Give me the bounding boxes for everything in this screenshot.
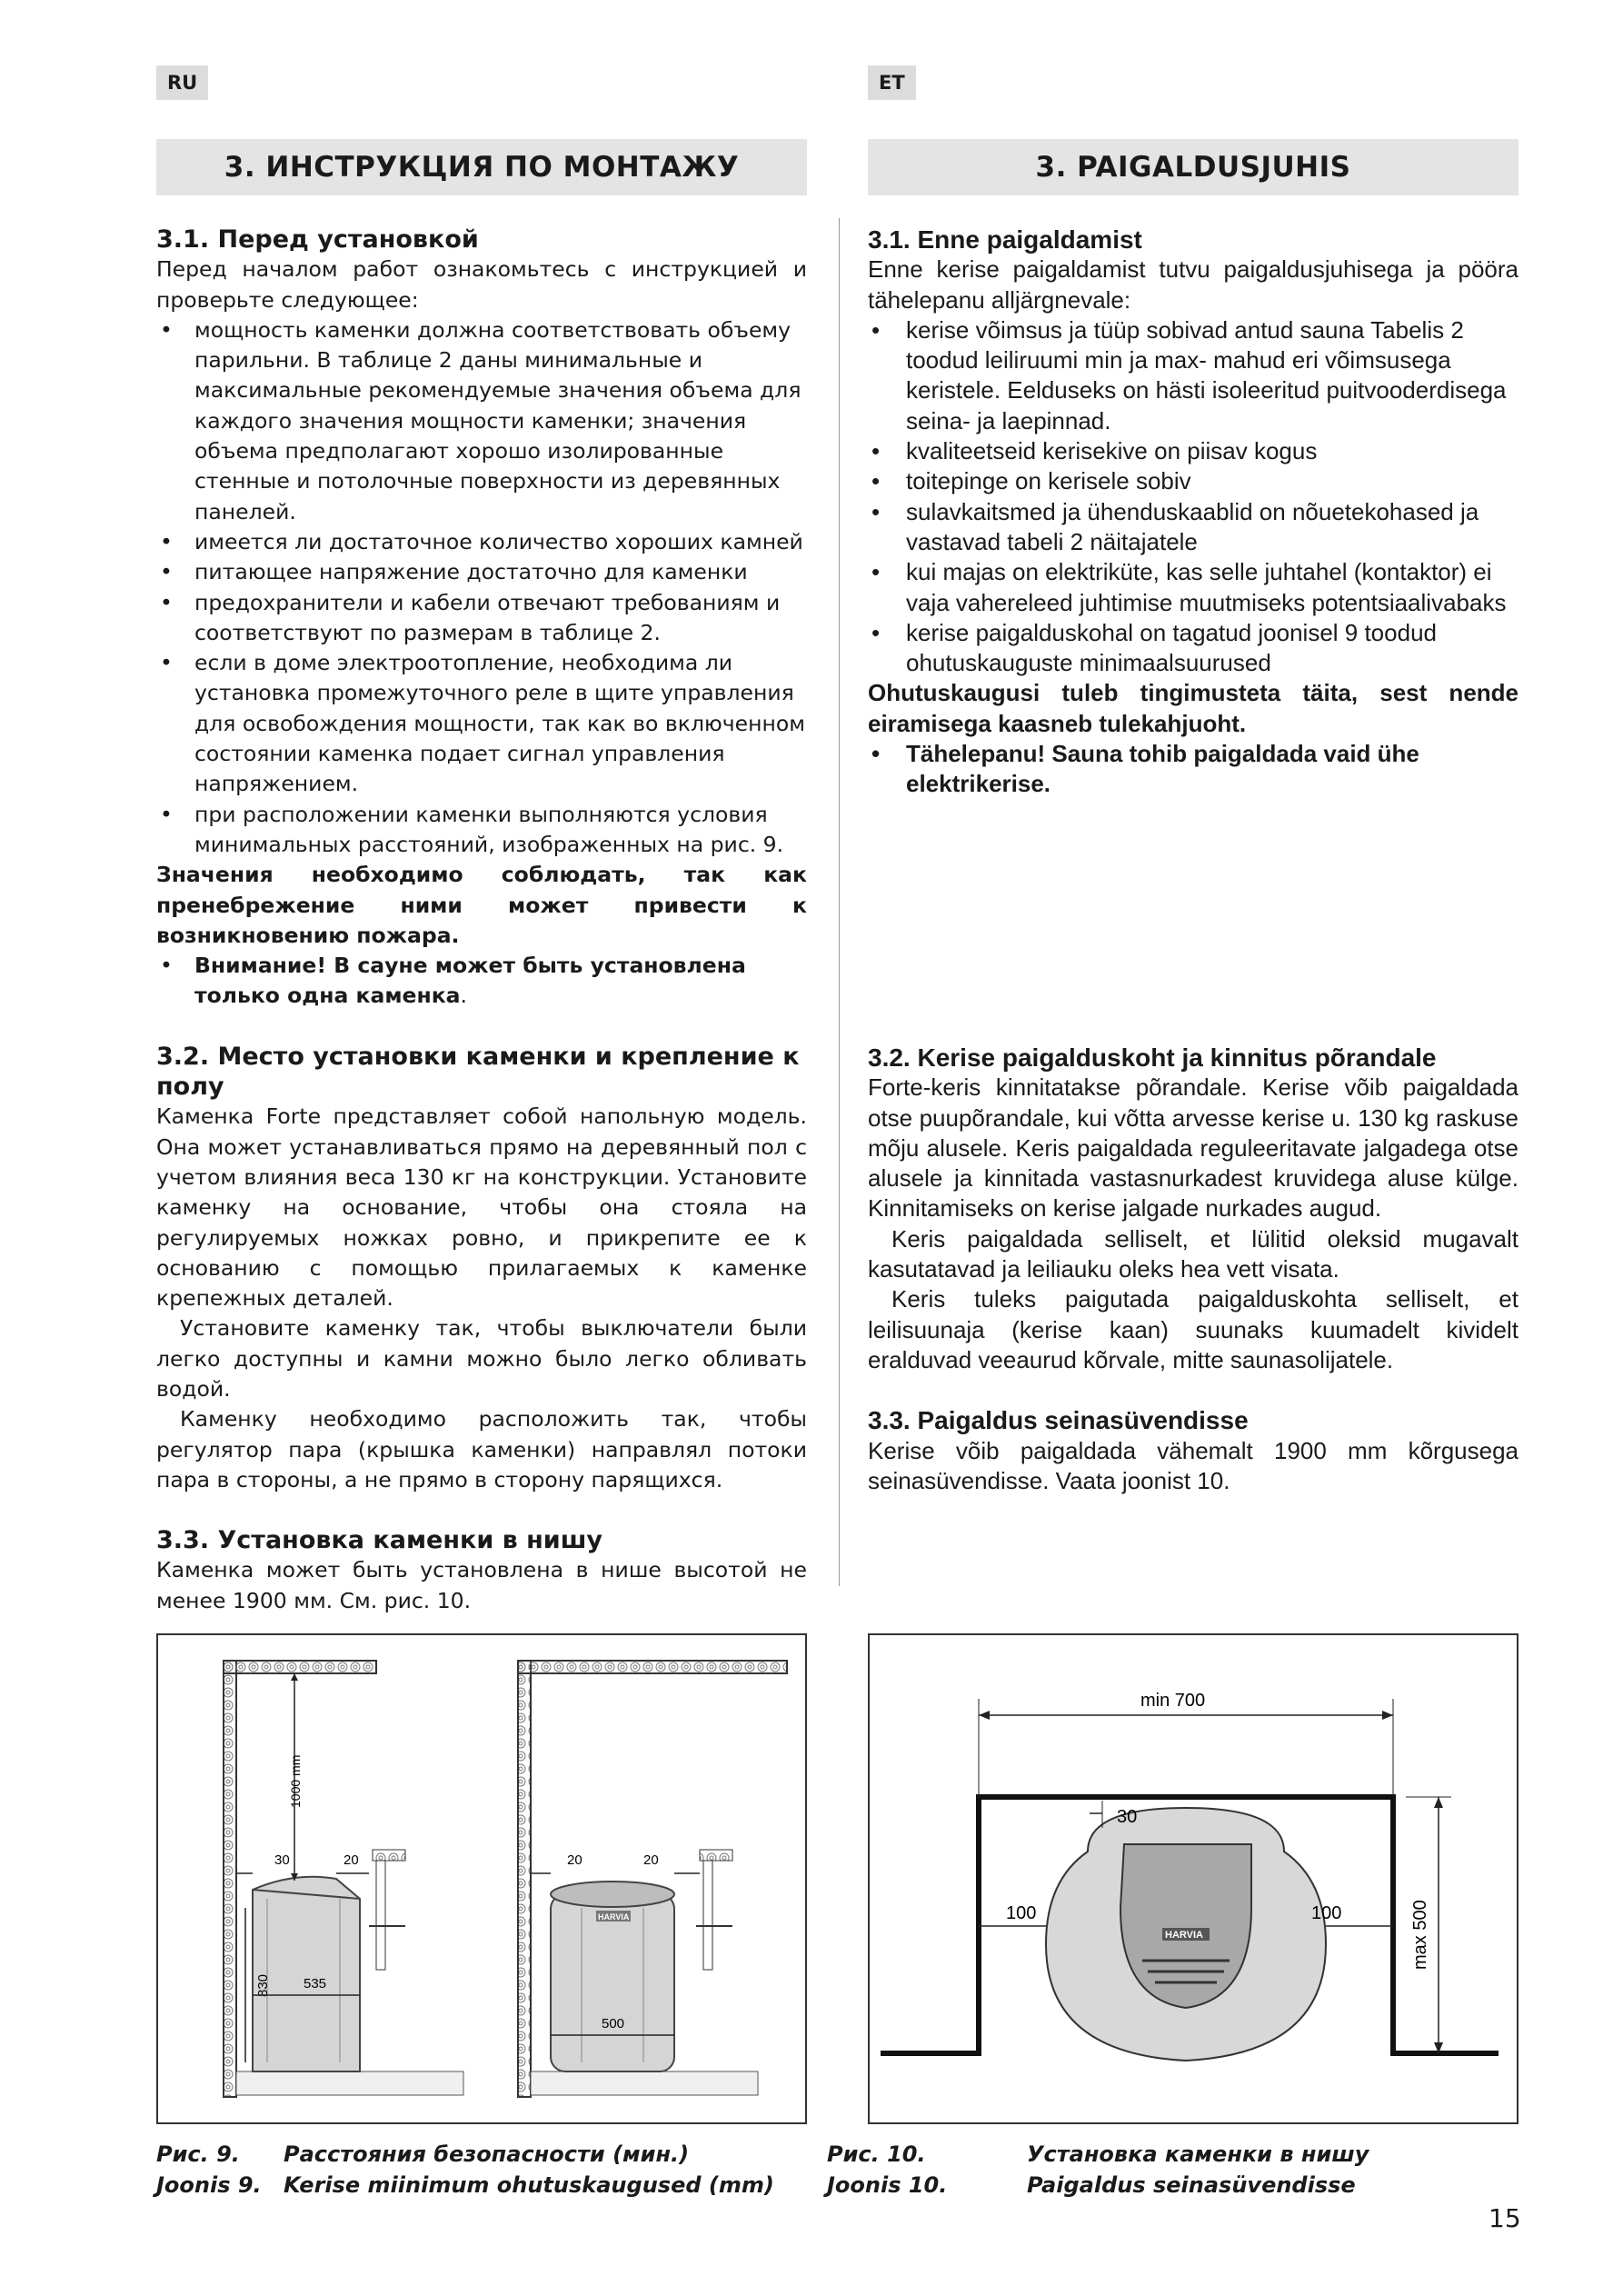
list-item: • kui majas on elektriküte, kas selle juhtahel (kontaktor) ei vaja vahereleed juhtimise muutmiseks potentsiaalivabaks: [868, 557, 1518, 618]
et-s31-heading: 3.1. Enne paigaldamist: [868, 225, 1142, 254]
fig9-left-installation: [224, 1661, 463, 2097]
ru-attention-text: Внимание! В сауне может быть установлена только одна каменка: [194, 953, 746, 1009]
fig9-dim-830-label: 830: [255, 1973, 271, 1997]
fig9-dim-535-label: 535: [304, 1976, 327, 1992]
page-number: 15: [1489, 2203, 1521, 2233]
et-s31-bullet-list: [868, 315, 1518, 679]
list-item: [156, 951, 807, 1012]
figure-9-drawing: [158, 1635, 805, 2122]
fig9-brand-label: HARVIA: [598, 1912, 630, 1922]
ru-s31-warning: Значения необходимо соблюдать, так как пренебрежение ними может привести к возникновению пожара.: [156, 862, 807, 948]
list-item: • если в доме электроотопление, необходима ли установка промежуточного реле в щите управления для освобождения мощности, так как во включенном состоянии каменка подает сигнал управления напряжением.: [156, 648, 807, 799]
fig9-caption-ru-label: Рис. 9.: [156, 2141, 240, 2167]
fig9-dim-20c-label: 20: [643, 1852, 659, 1868]
list-item: • при расположении каменки выполняются условия минимальных расстояний, изображенных на рис. 9.: [156, 800, 807, 861]
list-item: • sulavkaitsmed ja ühenduskaablid on nõuetekohased ja vastavad tabeli 2 näitajatele: [868, 497, 1518, 558]
fig10-dim-max500-label: max 500: [1410, 1900, 1430, 1970]
et-column-lower: [868, 1043, 1518, 1496]
fig10-caption-et-label: Joonis 10.: [827, 2172, 948, 2198]
figure-10-caption: [827, 2139, 1369, 2201]
fig10-caption-ru-label: Рис. 10.: [827, 2141, 926, 2167]
ru-attention-period: .: [460, 983, 467, 1009]
list-item: • питающее напряжение достаточно для каменки: [156, 557, 807, 587]
ru-s31-attention-list: [156, 951, 807, 1012]
ru-s32-heading: 3.2. Место установки каменки и крепление к полу: [156, 1042, 800, 1102]
fig10-caption-ru-text: Установка каменки в нишу: [1027, 2141, 1369, 2167]
et-s32-heading: 3.2. Kerise paigalduskoht ja kinnitus põrandale: [868, 1043, 1437, 1072]
list-item: • kerise paigalduskohal on tagatud joonisel 9 toodud ohutuskauguste minimaalsuurused: [868, 618, 1518, 679]
fig9-caption-ru-text: Расстояния безопасности (мин.): [284, 2141, 690, 2167]
fig9-dim-1000-label: 1000 mm: [288, 1754, 303, 1808]
list-item: • Tähelepanu! Sauna tohib paigaldada vaid ühe elektrikerise.: [868, 739, 1518, 800]
fig9-caption-et-text: Kerise miinimum ohutuskaugused (mm): [284, 2172, 774, 2198]
ru-s32-p3: Каменку необходимо расположить так, чтобы регулятор пара (крышка каменки) направлял потоки пара в стороны, а не прямо в сторону парящихся.: [156, 1406, 807, 1492]
et-s32-p3: Keris tuleks paigutada paigalduskohta selliselt, et leilisuunaja (kerise kaan) suunaks kuumadelt kividelt eralduvad veeaurud kõrvale, mitte saunasolijatele.: [868, 1285, 1518, 1373]
ru-s32-p2: Установите каменку так, чтобы выключатели были легко доступны и камни можно было легко обливать водой.: [156, 1315, 807, 1402]
fig9-right-installation: [518, 1661, 787, 2097]
fig9-dim-500-label: 500: [602, 2016, 625, 2031]
fig10-caption-et-text: Paigaldus seinasüvendisse: [1027, 2172, 1356, 2198]
ru-s31-heading: 3.1. Перед установкой: [156, 225, 479, 254]
ru-s31-bullet-list: [156, 315, 807, 860]
section-title-et: 3. PAIGALDUSJUHIS: [868, 139, 1518, 195]
ru-s32-p1: Каменка Forte представляет собой напольную модель. Она может устанавливаться прямо на деревянный пол с учетом влияния веса 130 кг на конструкции. Установите каменку на основание, чтобы она стояла на регулируемых ножках ровно, и прикрепите ее к основанию с помощью прилагаемых к каменке крепежных деталей.: [156, 1103, 807, 1312]
section-title-ru: 3. ИНСТРУКЦИЯ ПО МОНТАЖУ: [156, 139, 807, 195]
fig10-dim-30-label: 30: [1117, 1807, 1138, 1827]
language-tag-et: ET: [868, 65, 916, 100]
column-divider: [839, 218, 840, 1586]
et-s32-p1: Forte-keris kinnitatakse põrandale. Kerise võib paigaldada otse puupõrandale, kui võtta arvesse kerise u. 130 kg raskuse mõju alusele. Keris paigaldada reguleeritavate jalgadega otse alusele ja kinnitada vastasnurkadest kruvidega aluse külge. Kinnitamiseks on kerise jalgade nurkades augud.: [868, 1073, 1518, 1223]
list-item: • мощность каменки должна соответствовать объему парильни. В таблице 2 даны минимальные и максимальные рекомендуемые значения объема для каждого значения мощности каменки; значения объема предполагают хорошо изолированные стенные и потолочные поверхности из деревянных панелей.: [156, 315, 807, 527]
list-item: • toitepinge on kerisele sobiv: [868, 466, 1518, 496]
et-s33-heading: 3.3. Paigaldus seinasüvendisse: [868, 1406, 1249, 1435]
list-item: • kvaliteetseid kerisekive on piisav kogus: [868, 436, 1518, 466]
et-s33-p1: Kerise võib paigaldada vähemalt 1900 mm kõrgusega seinasüvendisse. Vaata joonist 10.: [868, 1436, 1518, 1494]
fig9-dim-30-label: 30: [274, 1852, 290, 1868]
et-s31-attention-list: [868, 739, 1518, 800]
list-item: • имеется ли достаточное количество хороших камней: [156, 527, 807, 557]
et-s32-p2: Keris paigaldada selliselt, et lülitid oleksid mugavalt kasutatavad ja leiliauku oleks hea vett visata.: [868, 1224, 1518, 1283]
fig10-brand-label: HARVIA: [1165, 1930, 1203, 1941]
fig10-dim-100b-label: 100: [1311, 1903, 1342, 1923]
fig9-dim-20b-label: 20: [567, 1852, 582, 1868]
ru-s31-intro: Перед началом работ ознакомьтесь с инструкцией и проверьте следующее:: [156, 256, 807, 313]
language-tag-ru: RU: [156, 65, 208, 100]
fig10-dim-100a-label: 100: [1006, 1903, 1037, 1923]
fig9-dim-20a-label: 20: [344, 1852, 359, 1868]
et-column: [868, 225, 1518, 800]
ru-s33-p1: Каменка может быть установлена в нише высотой не менее 1900 мм. См. рис. 10.: [156, 1557, 807, 1613]
figure-10-niche-installation: [868, 1633, 1518, 2124]
ru-s33-heading: 3.3. Установка каменки в нишу: [156, 1526, 602, 1555]
list-item: • kerise võimsus ja tüüp sobivad antud sauna Tabelis 2 toodud leiliruumi min ja max- mahud eri võimsusega keristele. Eelduseks on hästi isoleeritud puitvooderdisega seina- ja laepinnad.: [868, 315, 1518, 436]
figure-9-safety-distances: [156, 1633, 807, 2124]
figure-9-caption: [156, 2139, 774, 2201]
et-s31-warning: Ohutuskaugusi tuleb tingimusteta täita, sest nende eiramisega kaasneb tulekahjuoht.: [868, 679, 1518, 737]
ru-column: [156, 225, 807, 1616]
et-s31-intro: Enne kerise paigaldamist tutvu paigaldusjuhisega ja pööra tähelepanu alljärgnevale:: [868, 255, 1518, 314]
list-item: • предохранители и кабели отвечают требованиям и соответствуют по размерам в таблице 2.: [156, 588, 807, 649]
figure-10-drawing: [870, 1635, 1517, 2122]
fig10-dim-min700-label: min 700: [1140, 1691, 1206, 1711]
fig9-caption-et-label: Joonis 9.: [156, 2172, 262, 2198]
